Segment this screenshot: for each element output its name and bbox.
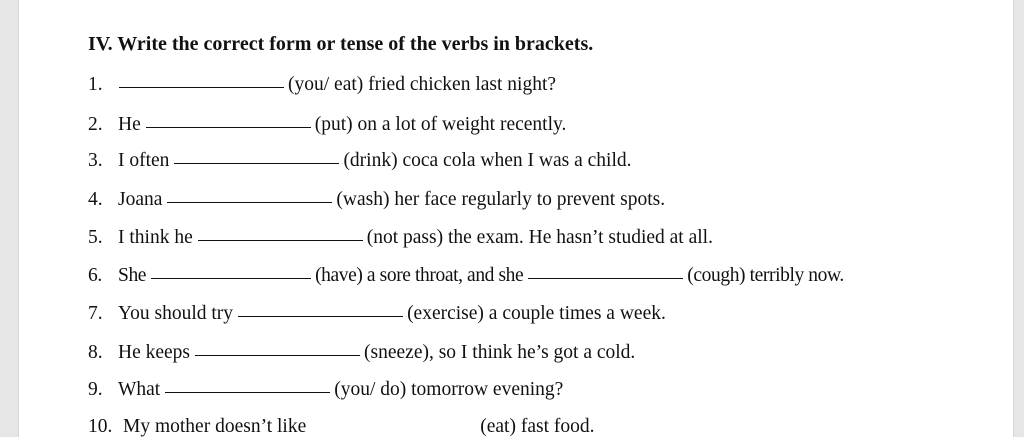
exercise-item-6	[88, 262, 844, 288]
item-number: 4.	[88, 189, 103, 210]
exercise-item-3	[88, 147, 631, 173]
item-text-after: (exercise) a couple times a week.	[407, 303, 666, 324]
answer-blank[interactable]	[195, 337, 360, 356]
item-number: 7.	[88, 303, 103, 324]
answer-blank[interactable]	[198, 222, 363, 241]
exercise-item-7	[88, 300, 666, 326]
item-text-before: He keeps	[118, 342, 191, 363]
item-number: 10.	[88, 416, 113, 437]
item-number: 6.	[88, 265, 102, 286]
item-text-after: (you/ eat) fried chicken last night?	[288, 74, 557, 95]
exercise-item-9	[88, 376, 563, 402]
item-text-after: (wash) her face regularly to prevent spots.	[336, 189, 666, 210]
answer-blank[interactable]	[174, 145, 339, 164]
item-text-before: Joana	[118, 189, 163, 210]
exercise-item-2	[88, 111, 566, 137]
exercise-item-5	[88, 224, 713, 250]
item-text-before: I often	[118, 150, 170, 171]
item-number: 8.	[88, 342, 103, 363]
item-text-after: (put) on a lot of weight recently.	[314, 114, 567, 135]
answer-blank[interactable]	[146, 109, 311, 128]
item-text-after: (have) a sore throat, and she	[315, 265, 524, 286]
answer-blank[interactable]	[167, 184, 332, 203]
item-number: 9.	[88, 379, 103, 400]
item-text-before: She	[118, 265, 147, 286]
exercise-item-8	[88, 339, 635, 365]
answer-blank[interactable]	[165, 374, 330, 393]
item-number: 2.	[88, 114, 103, 135]
item-text-before: I think he	[118, 227, 193, 248]
exercise-item-4	[88, 186, 665, 212]
item-number: 5.	[88, 227, 103, 248]
worksheet-page	[18, 0, 1014, 437]
exercise-item-10	[88, 414, 595, 437]
answer-blank[interactable]	[119, 69, 284, 88]
item-text-before: My mother doesn’t like	[123, 416, 307, 437]
item-text-after: (not pass) the exam. He hasn’t studied at all.	[366, 227, 713, 248]
item-text-after: (sneeze), so I think he’s got a cold.	[364, 342, 636, 363]
answer-blank[interactable]	[311, 412, 476, 430]
item-text-after: (you/ do) tomorrow evening?	[334, 379, 564, 400]
item-text-after: (eat) fast food.	[480, 416, 595, 437]
answer-blank[interactable]	[528, 260, 683, 279]
item-text-before: He	[118, 114, 141, 135]
exercise-heading: IV. Write the correct form or tense of the verbs in brackets.	[88, 33, 594, 55]
item-text-after: (drink) coca cola when I was a child.	[343, 150, 632, 171]
item-text-before: What	[118, 379, 161, 400]
answer-blank[interactable]	[238, 298, 403, 317]
item-text-before: You should try	[118, 303, 234, 324]
item-text-after-second: (cough) terribly now.	[687, 265, 844, 286]
item-number: 1.	[88, 74, 103, 95]
item-number: 3.	[88, 150, 103, 171]
exercise-item-1	[88, 71, 556, 97]
answer-blank[interactable]	[151, 260, 311, 279]
